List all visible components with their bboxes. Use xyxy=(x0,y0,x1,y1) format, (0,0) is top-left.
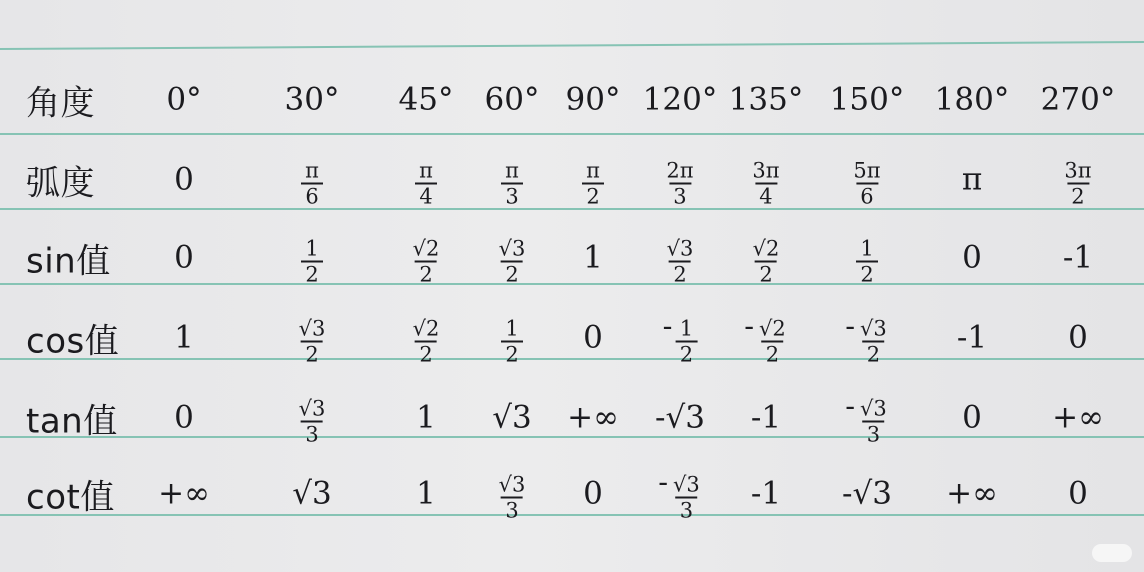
table-cell: 0° xyxy=(166,81,202,118)
table-cell: 1 xyxy=(416,399,436,436)
fraction xyxy=(858,316,889,367)
row-label: cos值 xyxy=(26,321,120,362)
table-cell xyxy=(1062,153,1093,208)
table-cell: π xyxy=(961,161,983,198)
fraction-denominator: 4 xyxy=(755,183,777,208)
table-cell xyxy=(301,153,323,208)
fraction-denominator: 3 xyxy=(669,183,691,208)
fraction xyxy=(415,158,437,209)
fraction-numerator: √3 xyxy=(498,236,526,261)
table-cell: 0 xyxy=(1068,319,1088,356)
ruled-line xyxy=(0,514,1144,516)
fraction-numerator: √2 xyxy=(412,236,440,261)
fraction xyxy=(1062,158,1093,209)
table-cell xyxy=(415,153,437,208)
row-label: tan值 xyxy=(26,401,118,442)
negative-sign: - xyxy=(845,388,856,423)
fraction xyxy=(582,158,604,209)
table-cell xyxy=(501,153,523,208)
table-cell: 30° xyxy=(284,81,340,118)
fraction xyxy=(664,158,695,209)
table-cell xyxy=(664,153,695,208)
fraction-numerator: √3 xyxy=(298,396,326,421)
table-cell: 270° xyxy=(1040,81,1116,118)
fraction-numerator: 5π xyxy=(853,158,881,183)
fraction xyxy=(757,316,788,367)
fraction-numerator: √2 xyxy=(412,316,440,341)
fraction xyxy=(501,158,523,209)
negative-sign: - xyxy=(658,464,669,499)
negative-sign: - xyxy=(662,308,673,343)
fraction-denominator: 3 xyxy=(862,421,884,446)
fraction-numerator: √3 xyxy=(666,236,694,261)
fraction-denominator: 2 xyxy=(301,341,323,366)
fraction-denominator: 2 xyxy=(501,261,523,286)
fraction-denominator: 2 xyxy=(582,183,604,208)
fraction xyxy=(411,236,442,287)
row-label: sin值 xyxy=(26,241,111,282)
fraction-numerator: π xyxy=(505,158,519,183)
fraction-numerator: 3π xyxy=(752,158,780,183)
table-cell: 150° xyxy=(829,81,905,118)
fraction xyxy=(750,158,781,209)
table-cell xyxy=(301,231,323,286)
fraction-denominator: 2 xyxy=(301,261,323,286)
fraction xyxy=(301,236,323,287)
table-cell: 0 xyxy=(583,319,603,356)
row-label: cot值 xyxy=(26,477,115,518)
fraction xyxy=(301,158,323,209)
row-label: 弧度 xyxy=(26,163,95,204)
table-cell: 0 xyxy=(1068,475,1088,512)
fraction-denominator: 3 xyxy=(501,183,523,208)
fraction xyxy=(297,396,328,447)
table-cell xyxy=(665,231,696,286)
table-cell: √3 xyxy=(492,399,532,436)
fraction-denominator: 2 xyxy=(501,341,523,366)
table-cell: 1 xyxy=(416,475,436,512)
fraction-denominator: 3 xyxy=(675,497,697,522)
table-cell xyxy=(411,231,442,286)
table-cell xyxy=(497,231,528,286)
table-cell: 1 xyxy=(583,239,603,276)
ruled-line xyxy=(0,436,1144,438)
table-cell xyxy=(662,308,698,367)
table-cell: 0 xyxy=(962,239,982,276)
table-cell: 45° xyxy=(398,81,454,118)
fraction xyxy=(751,236,782,287)
fraction-numerator: 3π xyxy=(1064,158,1092,183)
table-cell: -√3 xyxy=(655,399,705,436)
fraction-denominator: 2 xyxy=(1067,183,1089,208)
fraction-numerator: √3 xyxy=(860,396,887,421)
fraction-denominator: 2 xyxy=(862,341,884,366)
table-cell: 120° xyxy=(642,81,718,118)
ruled-line xyxy=(0,358,1144,360)
ruled-line xyxy=(0,283,1144,285)
fraction xyxy=(497,472,528,523)
table-cell: -1 xyxy=(1062,239,1094,276)
table-cell xyxy=(582,153,604,208)
fraction-numerator: π xyxy=(419,158,433,183)
fraction-numerator: π xyxy=(305,158,319,183)
fraction xyxy=(497,236,528,287)
table-cell: -1 xyxy=(750,399,782,436)
table-cell: 135° xyxy=(728,81,804,118)
table-cell: 0 xyxy=(174,239,194,276)
fraction-denominator: 6 xyxy=(301,183,323,208)
fraction-numerator: 2π xyxy=(666,158,694,183)
fraction xyxy=(675,316,697,367)
table-cell xyxy=(497,467,528,522)
table-cell: +∞ xyxy=(1052,399,1104,436)
table-cell: 0 xyxy=(583,475,603,512)
fraction-denominator: 2 xyxy=(415,341,437,366)
fraction xyxy=(858,396,889,447)
ruled-line xyxy=(0,41,1144,50)
fraction xyxy=(297,316,328,367)
fraction-numerator: 1 xyxy=(505,316,519,341)
fraction-numerator: 1 xyxy=(679,316,694,341)
fraction-denominator: 2 xyxy=(761,341,783,366)
fraction-numerator: 1 xyxy=(305,236,319,261)
fraction-numerator: 1 xyxy=(860,236,874,261)
fraction-denominator: 4 xyxy=(415,183,437,208)
table-cell xyxy=(297,311,328,366)
fraction-numerator: √3 xyxy=(298,316,326,341)
watermark-badge xyxy=(1092,544,1132,562)
negative-sign: - xyxy=(845,308,856,343)
fraction-denominator: 2 xyxy=(675,341,697,366)
table-cell: 90° xyxy=(565,81,621,118)
fraction-numerator: √3 xyxy=(673,472,700,497)
table-cell xyxy=(851,153,882,208)
table-cell: -√3 xyxy=(842,475,892,512)
table-cell: 0 xyxy=(174,399,194,436)
fraction xyxy=(851,158,882,209)
fraction xyxy=(665,236,696,287)
table-cell xyxy=(845,308,889,367)
table-cell: -1 xyxy=(750,475,782,512)
fraction-numerator: √3 xyxy=(860,316,887,341)
ruled-line xyxy=(0,208,1144,210)
table-cell: 180° xyxy=(934,81,1010,118)
row-label: 角度 xyxy=(26,83,95,124)
fraction xyxy=(671,472,702,523)
fraction-denominator: 3 xyxy=(501,497,523,522)
table-cell xyxy=(501,311,523,366)
fraction-denominator: 2 xyxy=(755,261,777,286)
fraction xyxy=(411,316,442,367)
table-cell xyxy=(750,153,781,208)
table-cell xyxy=(845,388,889,447)
ruled-line xyxy=(0,133,1144,135)
fraction-denominator: 2 xyxy=(669,261,691,286)
table-cell: +∞ xyxy=(567,399,619,436)
table-cell xyxy=(658,464,702,523)
fraction-numerator: √2 xyxy=(752,236,780,261)
table-cell xyxy=(856,231,878,286)
table-cell: 60° xyxy=(484,81,540,118)
fraction-denominator: 2 xyxy=(415,261,437,286)
table-cell: +∞ xyxy=(158,475,210,512)
fraction-denominator: 6 xyxy=(856,183,878,208)
negative-sign: - xyxy=(744,308,755,343)
fraction-denominator: 3 xyxy=(301,421,323,446)
table-cell: +∞ xyxy=(946,475,998,512)
table-cell xyxy=(751,231,782,286)
table-cell: -1 xyxy=(956,319,988,356)
fraction-numerator: √2 xyxy=(759,316,786,341)
fraction-denominator: 2 xyxy=(856,261,878,286)
fraction-numerator: √3 xyxy=(498,472,526,497)
table-cell: 1 xyxy=(174,319,194,356)
table-cell: 0 xyxy=(174,161,194,198)
fraction xyxy=(856,236,878,287)
table-cell xyxy=(297,391,328,446)
table-cell: √3 xyxy=(292,475,332,512)
table-cell xyxy=(744,308,788,367)
fraction xyxy=(501,316,523,367)
table-cell xyxy=(411,311,442,366)
table-cell: 0 xyxy=(962,399,982,436)
fraction-numerator: π xyxy=(586,158,600,183)
